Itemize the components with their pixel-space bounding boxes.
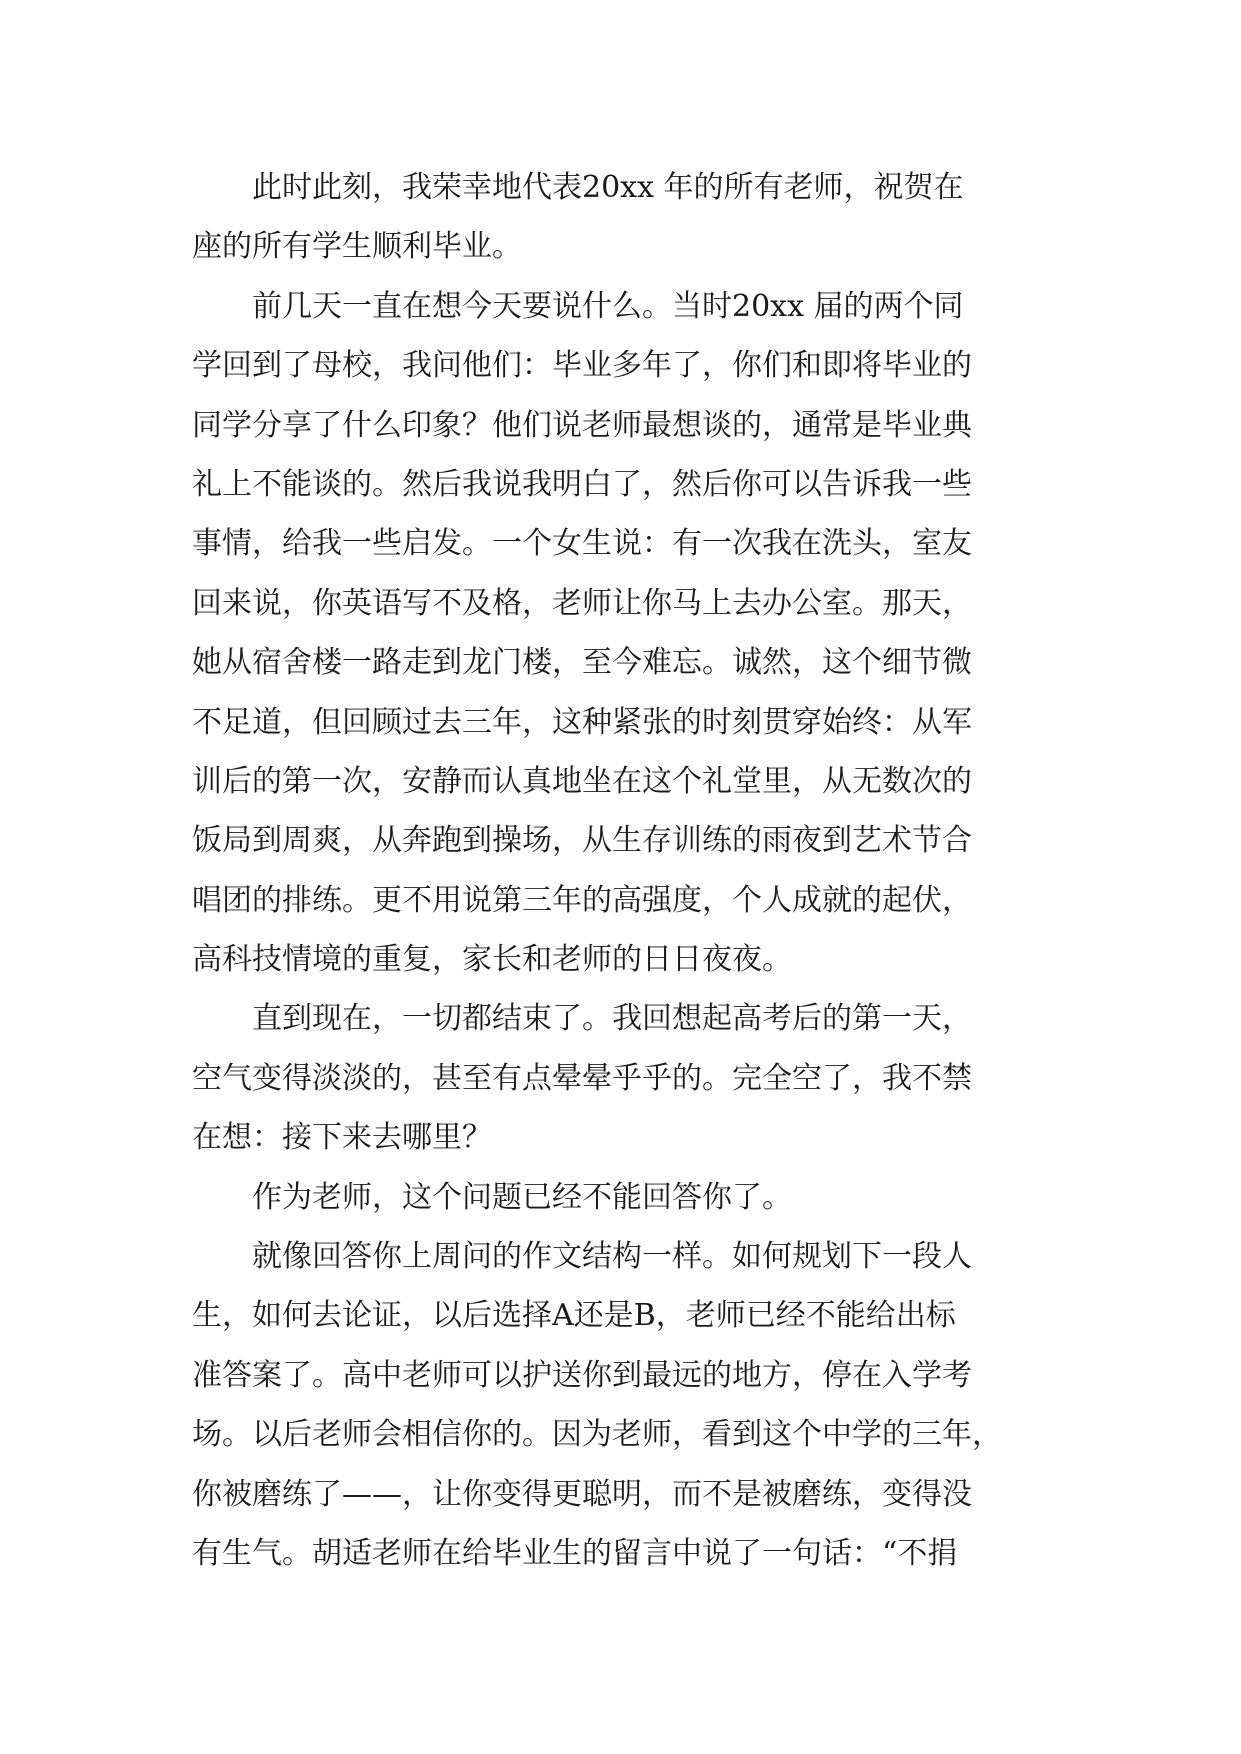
paragraph-line: 空气变得淡淡的，甚至有点晕晕乎乎的。完全空了，我不禁 [192, 1060, 972, 1096]
body-text [192, 158, 1054, 1583]
paragraph-line: 同学分享了什么印象？他们说老师最想谈的，通常是毕业典 [192, 407, 972, 443]
paragraph-line: 高科技情境的重复，家长和老师的日日夜夜。 [192, 942, 792, 978]
paragraph-line: 就像回答你上周问的作文结构一样。如何规划下一段人 [252, 1239, 972, 1275]
paragraph-line: 事情，给我一些启发。一个女生说：有一次我在洗头，室友 [192, 526, 972, 562]
paragraph-line: 准答案了。高中老师可以护送你到最远的地方，停在入学考 [192, 1357, 972, 1393]
paragraph-line: 她从宿舍楼一路走到龙门楼，至今难忘。诚然，这个细节微 [192, 645, 972, 681]
paragraph-line: 作为老师，这个问题已经不能回答你了。 [252, 1179, 792, 1215]
paragraph-line: 此时此刻，我荣幸地代表20xx 年的所有老师，祝贺在 [252, 170, 964, 205]
paragraph-line: 在想：接下来去哪里？ [192, 1120, 492, 1156]
paragraph-line: 学回到了母校，我问他们：毕业多年了，你们和即将毕业的 [192, 348, 972, 384]
paragraph-line: 礼上不能谈的。然后我说我明白了，然后你可以告诉我一些 [192, 466, 972, 502]
paragraph-line: 唱团的排练。更不用说第三年的高强度，个人成就的起伏， [192, 882, 972, 918]
paragraph-line: 座的所有学生顺利毕业。 [192, 229, 522, 265]
paragraph-line: 场。以后老师会相信你的。因为老师，看到这个中学的三年， [192, 1417, 1002, 1453]
paragraph-line: 直到现在，一切都结束了。我回想起高考后的第一天， [252, 1001, 972, 1037]
paragraph-line: 生，如何去论证，以后选择A还是B，老师已经不能给出标 [192, 1298, 956, 1334]
paragraph-line: 前几天一直在想今天要说什么。当时20xx 届的两个同 [252, 288, 964, 324]
paragraph-line: 你被磨练了——，让你变得更聪明，而不是被磨练，变得没 [192, 1476, 972, 1512]
paragraph-line: 训后的第一次，安静而认真地坐在这个礼堂里，从无数次的 [192, 763, 972, 799]
paragraph-line: 回来说，你英语写不及格，老师让你马上去办公室。那天， [192, 585, 972, 621]
paragraph-line: 不足道，但回顾过去三年，这种紧张的时刻贯穿始终：从军 [192, 704, 972, 740]
paragraph-line: 饭局到周爽，从奔跑到操场，从生存训练的雨夜到艺术节合 [192, 823, 972, 859]
paragraph-line: 有生气。胡适老师在给毕业生的留言中说了一句话：“不捐 [192, 1535, 958, 1571]
